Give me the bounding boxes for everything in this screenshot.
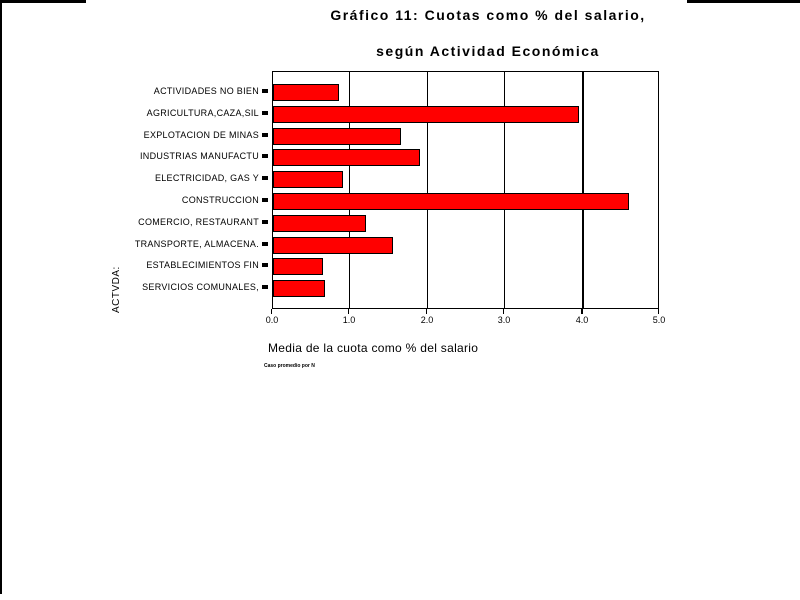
y-axis-title: ACTVDA: [111,266,122,313]
bar [273,171,343,188]
category-label: ESTABLECIMIENTOS FIN [146,260,259,270]
bar [273,280,325,297]
category-label: COMERCIO, RESTAURANT [138,217,259,227]
category-label: ACTIVIDADES NO BIEN [153,86,259,96]
category-tick [262,242,268,246]
category-tick [262,220,268,224]
x-axis-tick [271,309,272,314]
category-label: CONSTRUCCION [181,195,259,205]
plot-area [272,71,659,309]
x-axis-tick-label: 2.0 [420,315,434,325]
x-axis-tick [348,309,349,314]
x-axis-tick [426,309,427,314]
x-axis-tick [503,309,504,314]
gridline [582,72,584,308]
category-tick [262,89,268,93]
frame-edge-left [0,0,2,594]
x-axis-tick-label: 5.0 [652,315,666,325]
x-axis-title: Media de la cuota como % del salario [268,341,479,355]
chart-title-line2: según Actividad Económica [376,43,600,59]
x-axis-tick-label: 3.0 [497,315,511,325]
category-tick [262,133,268,137]
x-axis-tick-label: 0.0 [265,315,279,325]
bar [273,84,339,101]
chart-title [258,8,718,58]
category-tick [262,285,268,289]
frame-edge-top-right [687,0,800,3]
bar [273,106,579,123]
x-axis-tick-label: 4.0 [575,315,589,325]
category-label: SERVICIOS COMUNALES, [142,282,259,292]
bar [273,258,323,275]
category-tick [262,154,268,158]
category-tick [262,176,268,180]
bar [273,237,393,254]
category-label: EXPLOTACION DE MINAS [143,130,259,140]
x-axis-tick [581,309,583,314]
category-label: INDUSTRIAS MANUFACTU [139,151,259,161]
bar [273,149,420,166]
x-axis-tick [658,309,659,314]
chart-title-line1: Gráfico 11: Cuotas como % del salario, [330,7,646,23]
bar [273,215,366,232]
bar [273,193,629,210]
category-tick [262,263,268,267]
category-tick [262,198,268,202]
category-label: TRANSPORTE, ALMACENA. [134,239,259,249]
category-tick [262,111,268,115]
frame-edge-top-left [0,0,86,3]
category-label: AGRICULTURA,CAZA,SIL [146,108,259,118]
x-axis-tick-label: 1.0 [342,315,356,325]
chart-footnote: Caso promedio por N [264,363,315,369]
category-label: ELECTRICIDAD, GAS Y [154,173,259,183]
bar [273,128,401,145]
